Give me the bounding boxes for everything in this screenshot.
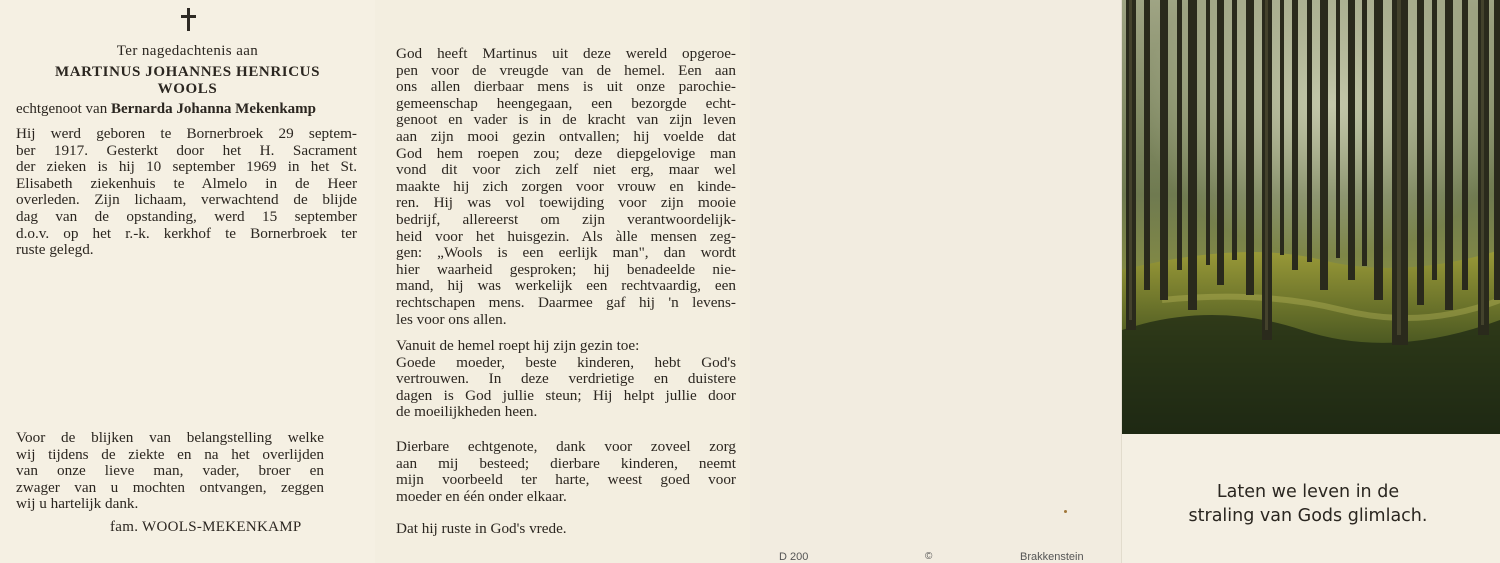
call-line: vertrouwen. In deze verdrietige en duistere bbox=[396, 370, 736, 388]
memo-line: heid voor het huisgezin. Als àlle mensen zeg- bbox=[396, 227, 736, 245]
paper-speck bbox=[1064, 510, 1067, 513]
bio-line: ruste gelegd. bbox=[16, 241, 94, 259]
memo-line: gemeenschap heengegaan, een bezorgde echt- bbox=[396, 94, 736, 112]
copyright-icon: © bbox=[925, 551, 933, 562]
rest-in-peace-line: Dat hij ruste in God's vrede. bbox=[396, 520, 567, 537]
spouse-line bbox=[16, 101, 316, 118]
memo-line: ren. Hij was vol toewijding voor zijn mooie bbox=[396, 194, 736, 212]
bio-line: ber 1917. Gesterkt door het H. Sacrament bbox=[16, 141, 357, 159]
call-line: de moeilijkheden heen. bbox=[396, 403, 538, 421]
quote-line: straling van Gods glimlach. bbox=[1188, 506, 1428, 526]
wife-line: moeder en één onder elkaar. bbox=[396, 487, 567, 505]
left-panel bbox=[0, 0, 375, 563]
print-code: D 200 bbox=[779, 551, 809, 563]
bio-line: dag van de opstanding, werd 15 september bbox=[16, 207, 357, 225]
memo-line: vond dit voor zich zelf niet erg, maar wel bbox=[396, 161, 736, 179]
cross-icon bbox=[178, 6, 200, 32]
call-line: dagen is God jullie steun; Hij helpt jullie door bbox=[396, 386, 736, 404]
call-from-heaven bbox=[396, 338, 736, 421]
thanks-line: wij u hartelijk dank. bbox=[16, 495, 139, 513]
thanks-note bbox=[16, 430, 324, 513]
call-line: Goede moeder, beste kinderen, hebt God's bbox=[396, 353, 736, 371]
wife-line: mijn voorbeeld ter harte, weest goed voor bbox=[396, 471, 736, 489]
quote bbox=[1126, 480, 1490, 528]
memo-line: ons allen dierbaar mens is uit onze parochie- bbox=[396, 78, 736, 96]
call-block bbox=[396, 355, 736, 421]
biography bbox=[16, 126, 357, 259]
forest-photo-icon bbox=[1122, 0, 1500, 434]
bio-line: der zieken is hij 10 september 1969 in het St. bbox=[16, 158, 357, 176]
memo-line: God hem roepen zou; deze diepgelovige man bbox=[396, 144, 736, 162]
spouse-name: Bernarda Johanna Mekenkamp bbox=[110, 101, 316, 117]
deceased-name-line2: WOOLS bbox=[157, 81, 218, 97]
deceased-name-line1: MARTINUS JOHANNES HENRICUS bbox=[54, 64, 321, 80]
thanks-line: Voor de blijken van belangstelling welke bbox=[16, 429, 324, 446]
thanks-line: van onze lieve man, vader, broer en bbox=[16, 462, 324, 480]
bio-line: d.o.v. op het r.-k. kerkhof te Bornerbroek ter bbox=[16, 224, 357, 242]
memo-line: rechtschapen mens. Daarmee gaf hij 'n levens- bbox=[396, 293, 736, 311]
wife-line: Dierbare echtgenote, dank voor zoveel zorg bbox=[396, 438, 736, 455]
memorial-text bbox=[396, 46, 736, 328]
message-to-family bbox=[396, 439, 736, 505]
memo-line: maakte hij zich zorgen voor vrouw en kinde- bbox=[396, 177, 736, 195]
memo-line: God heeft Martinus uit deze wereld opgeroe- bbox=[396, 45, 736, 62]
memo-line: genoot en vader is in de kracht van zijn leven bbox=[396, 111, 736, 129]
memo-line: mand, hij was werkelijk een rechtvaardig, een bbox=[396, 277, 736, 295]
thanks-line: zwager van u mochten ontvangen, zeggen bbox=[16, 478, 324, 496]
blank-back-panel bbox=[750, 0, 1122, 563]
wife-line: aan mij besteed; dierbare kinderen, neemt bbox=[396, 454, 736, 472]
memo-line: gen: „Wools is een eerlijk man", dan wordt bbox=[396, 244, 736, 262]
bio-line: overleden. Zijn lichaam, verwachtend de blijde bbox=[16, 191, 357, 209]
memo-line: bedrijf, allereerst om zijn verantwoordelijk- bbox=[396, 210, 736, 228]
intro-text: Ter nagedachtenis aan bbox=[116, 43, 259, 59]
memo-line: hier waarheid gesproken; hij benadeelde nie- bbox=[396, 260, 736, 278]
call-line: Vanuit de hemel roept hij zijn gezin toe: bbox=[396, 337, 640, 354]
memo-line: aan zijn mooi gezin ontvallen; hij voelde dat bbox=[396, 127, 736, 145]
quote-line: Laten we leven in de bbox=[1216, 482, 1400, 502]
bio-line: Elisabeth ziekenhuis te Almelo in de Heer bbox=[16, 174, 357, 192]
memo-line: les voor ons allen. bbox=[396, 310, 507, 328]
family-signature: fam. WOOLS-MEKENKAMP bbox=[110, 519, 302, 535]
spouse-prefix: echtgenoot van bbox=[16, 101, 111, 117]
thanks-line: wij tijdens de ziekte en na het overlijden bbox=[16, 445, 324, 463]
bio-line: Hij werd geboren te Bornerbroek 29 septem- bbox=[16, 125, 357, 142]
publisher-name: Brakkenstein bbox=[1020, 551, 1084, 563]
memo-line: pen voor de vreugde van de hemel. Een aan bbox=[396, 61, 736, 79]
